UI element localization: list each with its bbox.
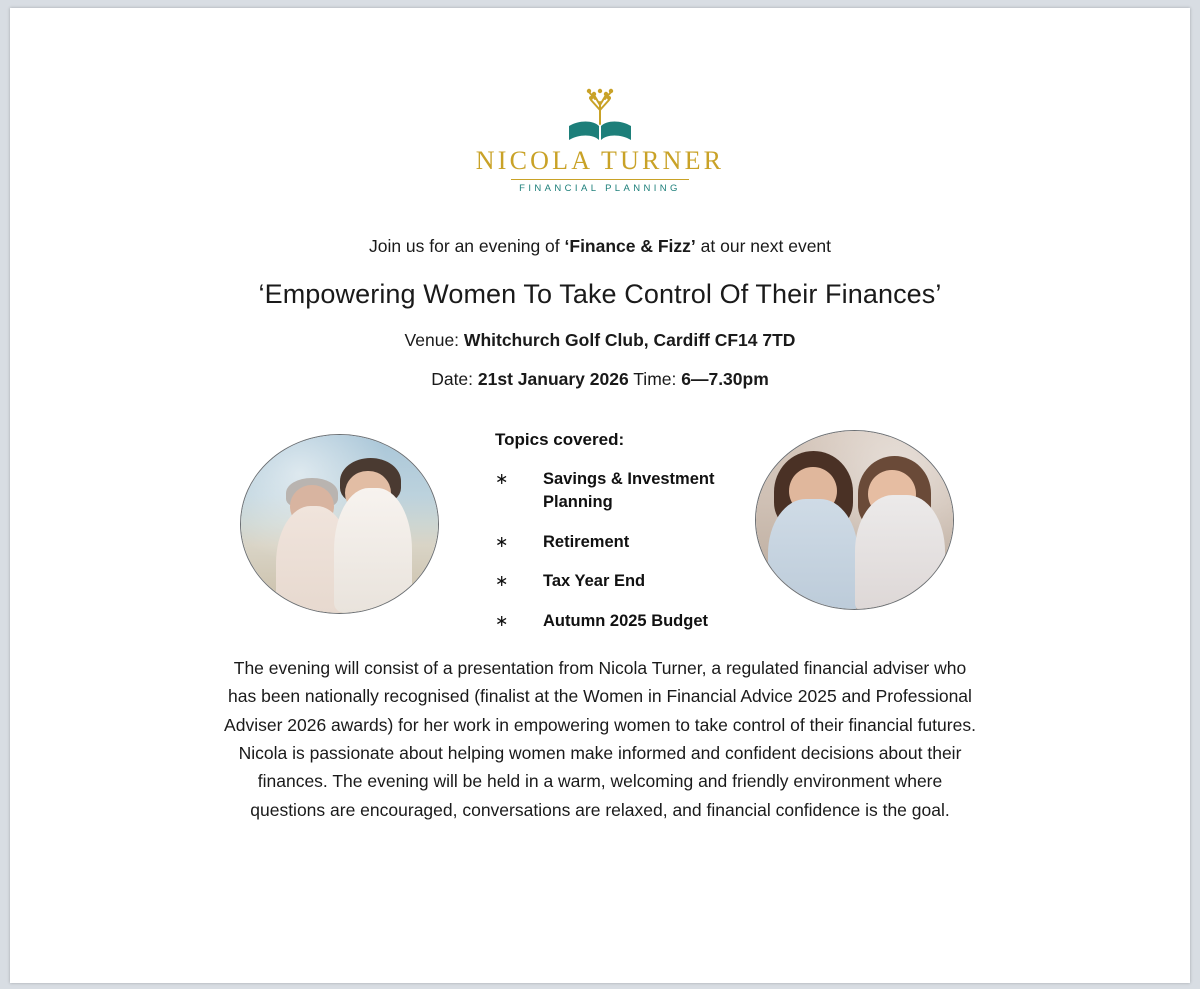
bullet-icon: ∗ bbox=[495, 533, 509, 551]
intro-line bbox=[10, 236, 1190, 257]
bullet-icon: ∗ bbox=[495, 471, 509, 488]
photo-indoors bbox=[755, 430, 954, 610]
middle-section bbox=[10, 418, 1190, 648]
time-value: 6—7.30pm bbox=[681, 369, 769, 389]
brand-subtitle: FINANCIAL PLANNING bbox=[511, 179, 689, 194]
book-tree-icon bbox=[563, 86, 637, 144]
date-label: Date: bbox=[431, 369, 478, 389]
flyer-page bbox=[10, 8, 1190, 983]
topics-list bbox=[495, 430, 785, 650]
list-item bbox=[495, 531, 785, 554]
venue-line bbox=[10, 330, 1190, 351]
page-title: ‘Empowering Women To Take Control Of Their Finances’ bbox=[258, 279, 942, 309]
intro-before: Join us for an evening of bbox=[368, 236, 565, 256]
photo-beach bbox=[240, 434, 439, 614]
date-time-line bbox=[10, 369, 1190, 390]
bullet-icon: ∗ bbox=[495, 613, 509, 631]
intro-after: at our next event bbox=[695, 236, 832, 256]
venue-value: Whitchurch Golf Club, Cardiff CF14 7TD bbox=[463, 330, 796, 350]
intro-highlight: ‘Finance & Fizz’ bbox=[564, 236, 696, 256]
brand-name: NICOLA TURNER bbox=[475, 146, 725, 175]
brand-logo bbox=[10, 86, 1190, 194]
list-item bbox=[495, 570, 785, 593]
list-item bbox=[495, 468, 785, 514]
list-item bbox=[495, 610, 785, 633]
topic-label: Autumn 2025 Budget bbox=[543, 612, 709, 631]
time-label: Time: bbox=[628, 369, 682, 389]
topics-heading: Topics covered: bbox=[495, 430, 625, 449]
bullet-icon: ∗ bbox=[495, 573, 509, 591]
venue-label: Venue: bbox=[404, 330, 464, 350]
body-paragraph: The evening will consist of a presentation from Nicola Turner, a regulated financial adviser who has been nationally recognised (finalist at the Women in Financial Advice 2025 and Professional Adviser 2026 awards) for her work in empowering women to take control of their financial futures. Nicola is passionate about helping women make informed and confident decisions about their finances. The evening will be held in a warm, welcoming and friendly environment where questions are encouraged, conversations are relaxed, and financial confidence is the goal. bbox=[224, 658, 976, 820]
topic-label: Savings & Investment Planning bbox=[543, 470, 715, 511]
topic-label: Retirement bbox=[543, 532, 630, 551]
date-value: 21st January 2026 bbox=[477, 369, 629, 389]
topic-label: Tax Year End bbox=[543, 572, 646, 591]
